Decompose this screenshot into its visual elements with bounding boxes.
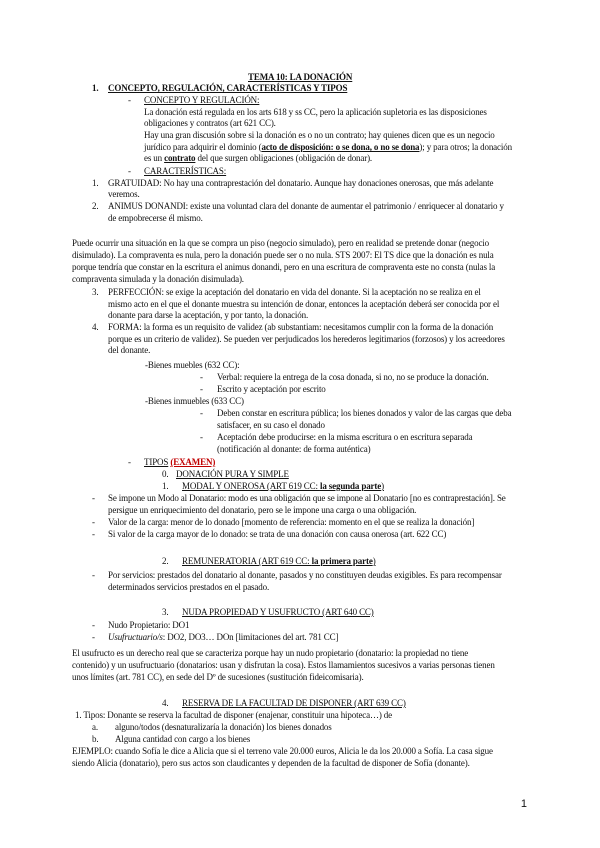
tipo-4-text: Alguna cantidad con cargo a los bienes (115, 734, 251, 744)
bullet-dash: - (92, 493, 95, 503)
list-number: 1. (92, 178, 99, 188)
inmuebles-item: Deben constar en escritura pública; los bienes donados y valor de las cargas que deba (217, 408, 512, 418)
caracteristicas-heading: CARACTERÍSTICAS: (144, 166, 227, 176)
gratuidad-text: veremos. (108, 189, 140, 199)
example-line: siendo Alicia (donatario), pero sus actos son claudicantes y dependen de la facultad de disponer de Sofía (donante). (72, 758, 470, 768)
perfeccion-text: PERFECCIÓN: se exige la aceptación del donatario en vida del donante. Si la aceptación no se realiza en el (108, 287, 481, 297)
paragraph-line: Puede ocurrir una situación en la que se compra un piso (negocio simulado), pero en realidad se pretende donar (negocio (72, 238, 489, 248)
list-number: 2. (162, 556, 169, 566)
tipo-2-text: determinados servicios prestados en el pasado. (108, 582, 270, 592)
example-line: EJEMPLO: cuando Sofía le dice a Alicia que si el terreno vale 20.000 euros, Alicia le da los 20.000 a Sofía. La casa sigue (72, 746, 493, 756)
tipo-4-title: RESERVA DE LA FACULTAD DE DISPONER (ART 639 CC) (182, 698, 406, 708)
list-number: 3. (162, 607, 169, 617)
list-number: 0. (162, 469, 169, 479)
tipo-3-text: Usufructuario/s: DO2, DO3… DOn [limitaciones del art. 781 CC] (108, 632, 339, 642)
paragraph-line: unos límites (art. 781 CC), en sede del Dº de sucesiones (sustitución fideicomisaria). (72, 672, 364, 682)
bullet-dash: - (200, 384, 203, 394)
tipo-1-text: Valor de la carga: menor de lo donado [momento de referencia: momento en el que se realiza la donación] (108, 517, 475, 527)
perfeccion-text: donante para darse la aceptación, y por tanto, la donación. (108, 310, 309, 320)
list-letter: a. (92, 722, 98, 732)
tipo-4-text: alguno/todos (desnaturalizaría la donación) los bienes donados (115, 722, 332, 732)
bullet-dash: - (200, 372, 203, 382)
forma-text: del donante. (108, 345, 151, 355)
section-1-number: 1. (92, 83, 99, 93)
concepto-line: obligaciones y contratos (art 621 CC). (144, 118, 276, 128)
animus-text: de empobrecerse él mismo. (108, 213, 203, 223)
animus-text: ANIMUS DONANDI: existe una voluntad clara del donante de aumentar el patrimonio / enriquecer al donatario y (108, 201, 504, 211)
section-1-title: CONCEPTO, REGULACIÓN, CARACTERÍSTICAS Y TIPOS (108, 83, 348, 93)
list-letter: b. (92, 734, 99, 744)
tipo-2-text: Por servicios: prestados del donatario al donante, pasados y no constituyen deudas exigibles. Es para recompensar (108, 570, 502, 580)
bullet-dash: - (92, 620, 95, 630)
perfeccion-text: mismo acto en el que el donante muestra su intención de donar, entonces la aceptación deberá ser conocida por el (108, 299, 500, 309)
document-title: TEMA 10: LA DONACIÓN (248, 72, 353, 82)
list-number: 3. (92, 287, 99, 297)
tipo-1-title: MODAL Y ONEROSA (ART 619 CC: la segunda parte) (182, 481, 384, 491)
list-number: 4. (92, 322, 99, 332)
concepto-line: es un contrato del que surgen obligaciones (obligación de donar). (144, 153, 373, 163)
tipo-1-text: Si valor de la carga mayor de lo donado: se trata de una donación con causa onerosa (art. 622 CC) (108, 529, 447, 539)
bullet-dash: - (128, 457, 131, 467)
page-number: 1 (520, 798, 527, 810)
gratuidad-text: GRATUIDAD: No hay una contraprestación del donatario. Aunque hay donaciones onerosas, que más adelante (108, 178, 494, 188)
bullet-dash: - (92, 529, 95, 539)
inmuebles-item: Aceptación debe producirse: en la misma escritura o en escritura separada (217, 432, 473, 442)
list-number: 2. (92, 201, 99, 211)
tipo-4-text: 1. Tipos: Donante se reserva la facultad de disponer (enajenar, constituir una hipoteca…) de (75, 710, 392, 720)
paragraph-line: compraventa simulada y la donación disimulada). (72, 274, 244, 284)
concepto-line: jurídico para adquirir el dominio (acto de disposición: o se dona, o no se dona); y para otros; la donación (144, 142, 512, 152)
tipo-1-text: persigue un enriquecimiento del donatario, pero se le impone una carga o una obligación. (108, 505, 417, 515)
bullet-dash: - (92, 570, 95, 580)
tipo-3-text: Nudo Propietario: DO1 (108, 620, 190, 630)
forma-text: FORMA: la forma es un requisito de validez (ab substantiam: necesitamos cumplir con la forma de la donación (108, 322, 494, 332)
paragraph-line: contenido) y un usufructuario (donatarios: usan y disfrutan la cosa). Estos llamamientos sucesivos a varias personas tienen (72, 660, 495, 670)
concepto-line: Hay una gran discusión sobre si la donación es o no un contrato; hay quienes dicen que es un negocio (144, 130, 495, 140)
paragraph-line: disimulado). La compraventa es nula, pero la donación puede ser o no nula. STS 2007: El TS dice que la donación es nula (72, 250, 494, 260)
inmuebles-heading: -Bienes inmuebles (633 CC) (145, 396, 244, 406)
bullet-dash: - (200, 432, 203, 442)
tipo-2-title: REMUNERATORIA (ART 619 CC: la primera parte) (182, 556, 376, 566)
list-number: 4. (162, 698, 169, 708)
tipo-0-title: DONACIÓN PURA Y SIMPLE (176, 469, 289, 479)
bullet-dash: - (200, 408, 203, 418)
inmuebles-item: satisfacer, en su caso el donado (217, 420, 325, 430)
concepto-heading: CONCEPTO Y REGULACIÓN: (144, 95, 260, 105)
bullet-dash: - (92, 632, 95, 642)
tipos-heading: TIPOS (EXAMEN) (144, 457, 216, 467)
examen-tag: (EXAMEN) (170, 457, 216, 467)
list-number: 1. (162, 481, 169, 491)
tipo-3-title: NUDA PROPIEDAD Y USUFRUCTO (ART 640 CC) (182, 607, 374, 617)
inmuebles-item: (notificación al donante: de forma auténtica) (217, 444, 371, 454)
bullet-dash: - (92, 517, 95, 527)
paragraph-line: porque tendría que constar en la escritura el animus donandi, pero en una escritura de compraventa este no consta (nulas la (72, 262, 496, 272)
muebles-heading: -Bienes muebles (632 CC): (145, 360, 240, 370)
paragraph-line: El usufructo es un derecho real que se caracteriza porque hay un nudo propietario (donatario: la propiedad no tiene (72, 648, 469, 658)
concepto-line: La donación está regulada en los arts 618 y ss CC, pero la aplicación supletoria es las disposiciones (144, 107, 487, 117)
tipo-1-text: Se impone un Modo al Donatario: modo es una obligación que se impone al Donatario [no es contraprestación]. Se (108, 493, 506, 503)
bullet-dash: - (128, 166, 131, 176)
forma-text: porque es un criterio de validez). Se pueden ver perjudicados los herederos legitimarios (forzosos) y los acreedores (108, 334, 505, 344)
bullet-dash: - (128, 95, 131, 105)
muebles-item: Escrito y aceptación por escrito (217, 384, 326, 394)
muebles-item: Verbal: requiere la entrega de la cosa donada, si no, no se produce la donación. (217, 372, 489, 382)
